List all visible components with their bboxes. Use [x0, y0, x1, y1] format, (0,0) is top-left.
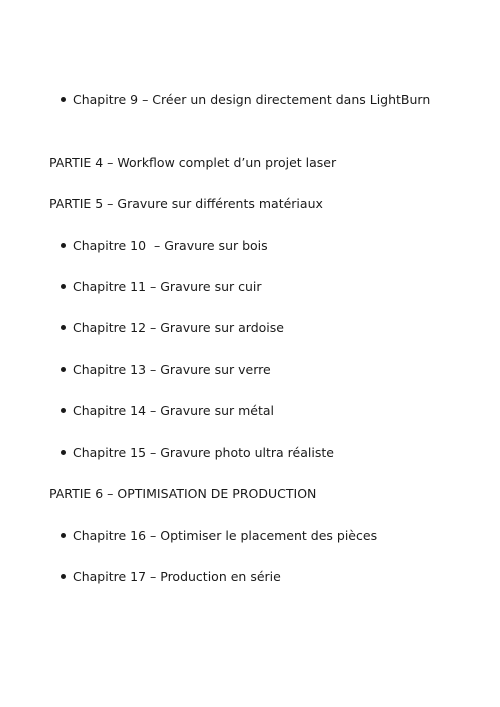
- toc-chapter-label: Chapitre 14 – Gravure sur métal: [73, 403, 275, 418]
- bullet-icon: [61, 533, 66, 538]
- toc-chapter-14: [61, 403, 274, 419]
- toc-chapter-label: Chapitre 9 – Créer un design directement dans LightBurn: [73, 92, 431, 107]
- toc-chapter-12: [61, 320, 284, 336]
- toc-chapter-label: Chapitre 11 – Gravure sur cuir: [73, 279, 262, 294]
- toc-part-label: PARTIE 5 – Gravure sur différents matériaux: [49, 196, 323, 211]
- toc-chapter-label: Chapitre 10 – Gravure sur bois: [73, 238, 268, 253]
- toc-part-6: [49, 486, 316, 502]
- toc-chapter-label: Chapitre 15 – Gravure photo ultra réaliste: [73, 445, 334, 460]
- toc-chapter-label: Chapitre 16 – Optimiser le placement des pièces: [73, 528, 378, 543]
- toc-chapter-10: [61, 238, 268, 254]
- bullet-icon: [61, 408, 66, 413]
- bullet-icon: [61, 450, 66, 455]
- toc-part-label: PARTIE 6 – OPTIMISATION DE PRODUCTION: [49, 486, 317, 501]
- bullet-icon: [61, 243, 66, 248]
- toc-chapter-label: Chapitre 12 – Gravure sur ardoise: [73, 320, 284, 335]
- toc-part-label: PARTIE 4 – Workflow complet d’un projet laser: [49, 155, 337, 170]
- toc-part-5: [49, 196, 323, 212]
- bullet-icon: [61, 284, 66, 289]
- toc-chapter-9: [61, 92, 430, 108]
- toc-chapter-15: [61, 445, 334, 461]
- bullet-icon: [61, 574, 66, 579]
- toc-chapter-13: [61, 362, 271, 378]
- bullet-icon: [61, 97, 66, 102]
- toc-chapter-label: Chapitre 13 – Gravure sur verre: [73, 362, 271, 377]
- bullet-icon: [61, 325, 66, 330]
- bullet-icon: [61, 367, 66, 372]
- toc-chapter-11: [61, 279, 262, 295]
- toc-chapter-label: Chapitre 17 – Production en série: [73, 569, 281, 584]
- toc-chapter-16: [61, 528, 377, 544]
- toc-chapter-17: [61, 569, 281, 585]
- toc-part-4: [49, 155, 336, 171]
